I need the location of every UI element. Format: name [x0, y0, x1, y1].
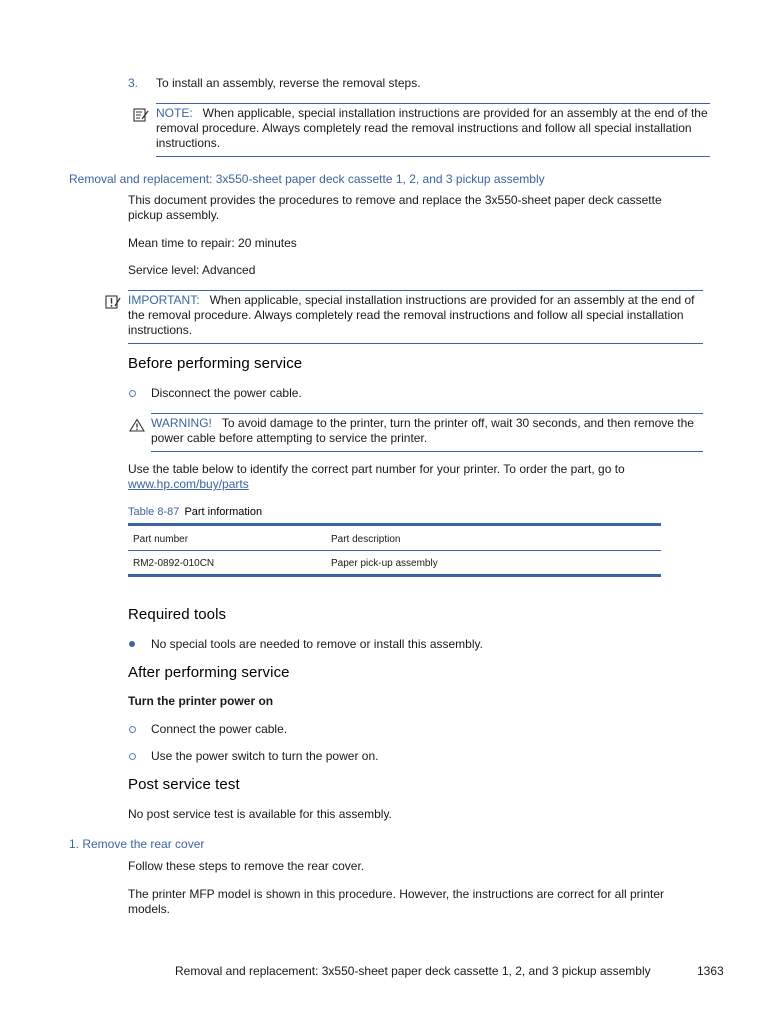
table-bottom-rule	[128, 574, 661, 577]
warning-callout	[151, 416, 703, 446]
note-callout	[156, 106, 710, 151]
important-label: IMPORTANT:	[128, 293, 200, 307]
important-bottom-rule	[128, 343, 703, 344]
required-tools-heading: Required tools	[128, 606, 227, 623]
table-caption-number: Table 8-87	[128, 506, 180, 518]
parts-link[interactable]: www.hp.com/buy/parts	[128, 477, 249, 491]
warning-text: To avoid damage to the printer, turn the printer off, wait 30 seconds, and then remove the power cable before attempting to service the printer.	[151, 416, 694, 445]
step1-heading: 1. Remove the rear cover	[69, 837, 205, 851]
warning-label: WARNING!	[151, 416, 212, 430]
warning-top-rule	[151, 413, 703, 414]
step-text: To install an assembly, reverse the removal steps.	[156, 76, 421, 90]
order-paragraph	[128, 462, 688, 492]
step1-text2: The printer MFP model is shown in this procedure. However, the instructions are correct for all printer models.	[128, 887, 665, 916]
table-top-rule	[128, 523, 661, 526]
table-caption	[128, 505, 262, 520]
before-service-heading: Before performing service	[128, 355, 303, 372]
table-cell-part-number: RM2-0892-010CN	[133, 558, 215, 569]
bullet-hollow	[129, 390, 136, 397]
warning-bottom-rule	[151, 451, 703, 452]
bullet-solid	[129, 641, 135, 647]
section-heading: Removal and replacement: 3x550-sheet paper deck cassette 1, 2, and 3 pickup assembly	[69, 172, 545, 186]
bullet-hollow	[129, 726, 136, 733]
post-test-heading: Post service test	[128, 776, 240, 793]
important-callout	[128, 293, 703, 338]
table-header-rule	[128, 550, 661, 551]
after-service-heading: After performing service	[128, 664, 290, 681]
before-service-item: Disconnect the power cable.	[151, 386, 302, 400]
page-number: 1363	[697, 964, 724, 978]
table-caption-title: Part information	[184, 506, 263, 518]
note-bottom-rule	[156, 156, 710, 157]
step1-text1: Follow these steps to remove the rear cover.	[128, 859, 365, 873]
note-icon	[133, 108, 149, 122]
intro-paragraph: This document provides the procedures to remove and replace the 3x550-sheet paper deck cassette pickup assembly.	[128, 193, 662, 222]
table-cell-part-description: Paper pick-up assembly	[331, 558, 438, 569]
footer-title: Removal and replacement: 3x550-sheet paper deck cassette 1, 2, and 3 pickup assembly	[175, 964, 651, 978]
order-text: Use the table below to identify the correct part number for your printer. To order the part, go to	[128, 462, 625, 476]
note-label: NOTE:	[156, 106, 193, 120]
important-top-rule	[128, 290, 703, 291]
after-service-subheading: Turn the printer power on	[128, 694, 274, 708]
important-text: When applicable, special installation instructions are provided for an assembly at the end of the removal procedure. Always completely read the removal instructions and follow all special installation instructions.	[128, 293, 695, 337]
service-level-text: Service level: Advanced	[128, 263, 256, 277]
note-top-rule	[156, 103, 710, 104]
table-header-part-number: Part number	[133, 534, 189, 545]
required-tools-item: No special tools are needed to remove or install this assembly.	[151, 637, 483, 651]
mttr-text: Mean time to repair: 20 minutes	[128, 236, 297, 250]
important-icon	[105, 295, 121, 309]
step-number: 3.	[128, 76, 139, 90]
after-service-item: Connect the power cable.	[151, 722, 288, 736]
after-service-item: Use the power switch to turn the power on.	[151, 749, 379, 763]
warning-icon	[129, 418, 145, 432]
bullet-hollow	[129, 753, 136, 760]
note-text: When applicable, special installation instructions are provided for an assembly at the end of the removal procedure. Always completely read the removal instructions and follow all special installation instructions.	[156, 106, 708, 150]
post-test-text: No post service test is available for this assembly.	[128, 807, 392, 821]
table-header-part-description: Part description	[331, 534, 401, 545]
